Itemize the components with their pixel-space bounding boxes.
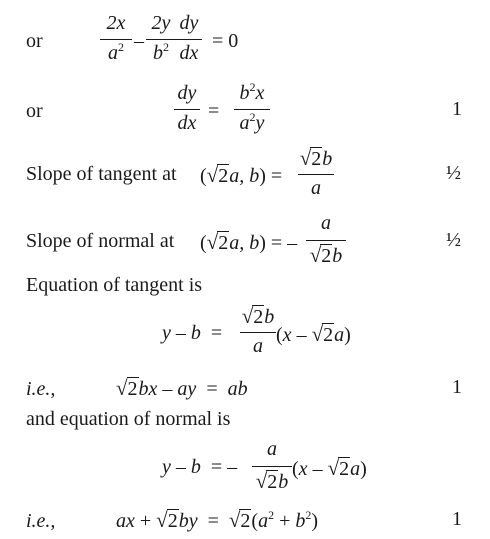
or-label-2: or (26, 100, 43, 122)
tangent-equation: √2bx – ay = ab (116, 376, 248, 400)
mark-2: ½ (446, 162, 461, 184)
fraction-2x-over-a2: 2x $a^2$ (100, 10, 132, 66)
point-sqrt2a-b-2: (√2a, b) = – (200, 230, 298, 254)
ie-label-1: i.e., (26, 378, 56, 400)
fraction-dy-over-dx-2: dy dx (174, 80, 200, 136)
point-sqrt2a-b-1: (√2a, b) = (200, 163, 283, 187)
equals-sign: = (208, 100, 220, 122)
normal-lhs: y – b = – (162, 456, 238, 478)
fraction-b2x-over-a2y: $b^2x$ $a^2y$ (234, 80, 270, 136)
mark-5: 1 (452, 508, 462, 530)
fraction-sqrt2b-over-a-2: √2b a (241, 304, 275, 357)
mark-1: 1 (452, 98, 462, 120)
or-label-1: or (26, 30, 43, 52)
fraction-2y-over-b2: 2y $b^2$ (146, 10, 176, 66)
fraction-a-over-sqrt2b-1: a √2b (306, 210, 346, 270)
ie-label-2: i.e., (26, 510, 56, 532)
fraction-a-over-sqrt2b-2: a √2b (252, 436, 292, 496)
tangent-rhs-factor: (x – √2a) (276, 322, 351, 346)
equals-zero: = 0 (212, 30, 239, 52)
slope-normal-label: Slope of normal at (26, 230, 175, 252)
mark-3: ½ (446, 229, 461, 251)
eq-tangent-label: Equation of tangent is (26, 274, 203, 296)
normal-equation: ax + $√2by = √2(a^2 + b^2)$ (116, 508, 319, 532)
fraction-dy-over-dx-1: dy dx (176, 10, 202, 66)
fraction-sqrt2b-over-a: √2b a (299, 146, 333, 199)
slope-tangent-label: Slope of tangent at (26, 163, 177, 185)
tangent-lhs: y – b = (162, 322, 223, 344)
and-normal-label: and equation of normal is (26, 408, 231, 430)
mark-4: 1 (452, 376, 462, 398)
minus-sign: – (134, 30, 144, 52)
normal-rhs-factor: (x – √2a) (292, 456, 367, 480)
